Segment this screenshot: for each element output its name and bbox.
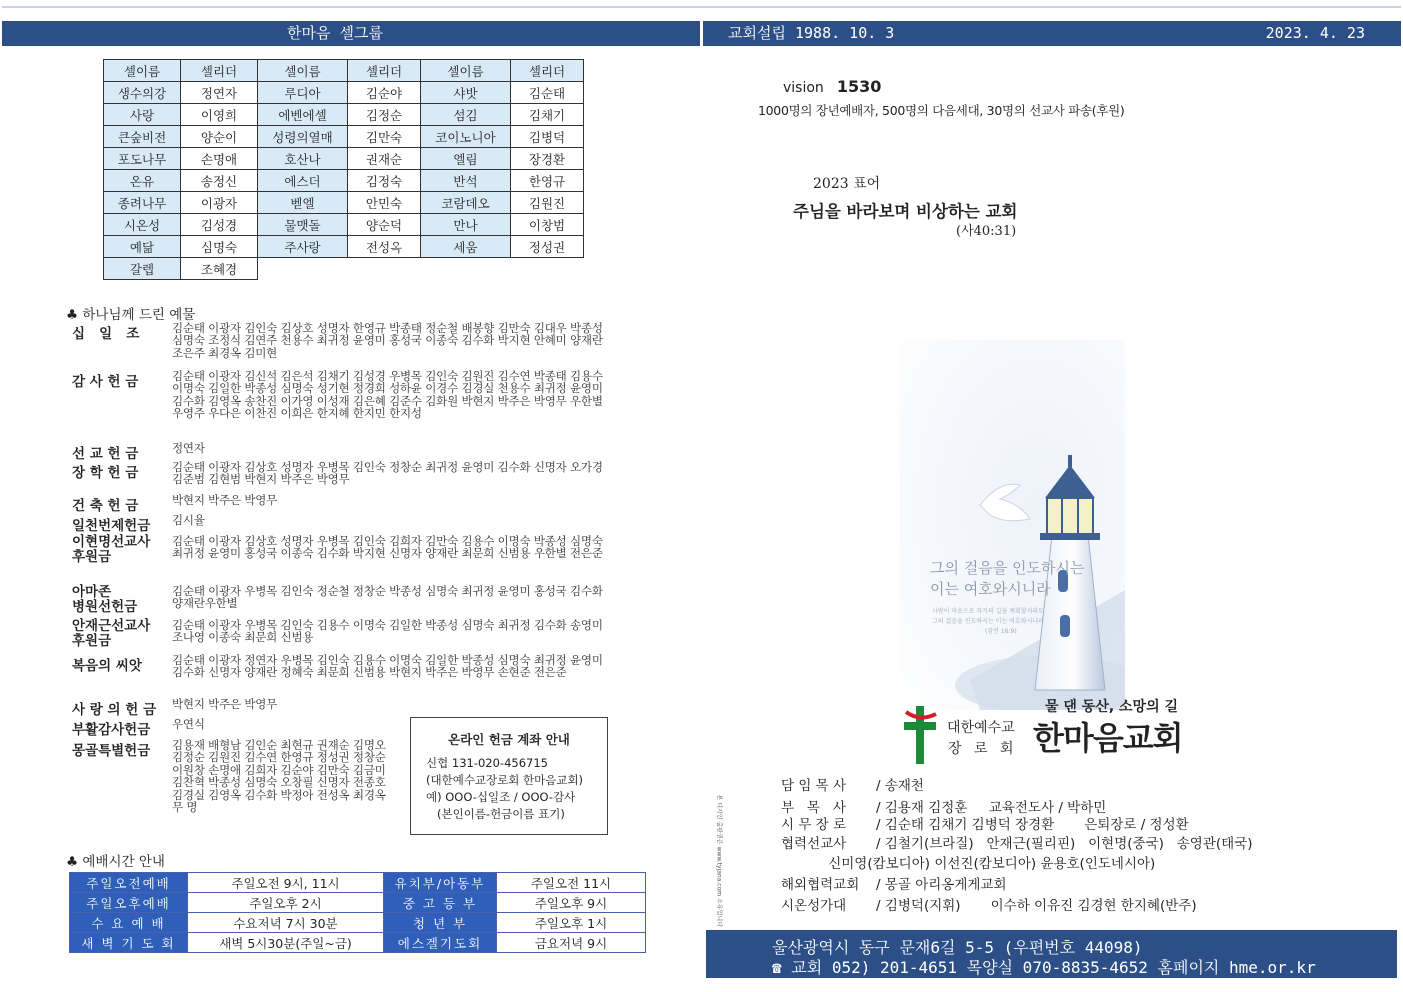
cell-name: 큰숲비전	[104, 126, 181, 148]
offering-label: 감 사 헌 금	[72, 374, 139, 390]
cell-name: 세움	[421, 236, 511, 258]
cell-name: 성령의열매	[258, 126, 348, 148]
cell-leader: 김병덕	[511, 126, 584, 148]
church-address: 울산광역시 동구 문재6길 5-5 (우편번호 44098)	[772, 938, 1143, 957]
offering-names: 박현지 박주은 박영무	[172, 493, 278, 507]
cell-leader: 정연자	[181, 82, 258, 104]
staff-value: / 김병덕(지휘) 이수하 이유진 김경현 한지혜(반주)	[876, 898, 1197, 914]
copyright-vertical-text: 본 디자인 출판권은 www.tyjana.com 소유입니다	[715, 794, 723, 928]
table-row	[104, 258, 584, 280]
cell-group-table	[103, 59, 584, 280]
cell-leader: 이영희	[181, 104, 258, 126]
lighthouse-icon	[900, 340, 1125, 710]
cell-leader: 양순이	[181, 126, 258, 148]
table-row	[70, 893, 646, 913]
offering-names: 김순태 이광자 우병목 김인숙 김용수 이명숙 김일한 박종성 심명숙 최귀정 김수화 송영미 조나영 이종숙 최문희 신범용	[172, 618, 603, 645]
table-row	[104, 126, 584, 148]
col-header: 셀리더	[348, 60, 421, 82]
cell-name: 호산나	[258, 148, 348, 170]
cell-leader: 조혜경	[181, 258, 258, 280]
offering-label: 이현명선교사 후원금	[72, 534, 151, 565]
staff-value: / 송재천	[876, 778, 924, 794]
offering-label: 부활감사헌금	[72, 722, 151, 738]
offering-names: 우연식	[172, 717, 205, 731]
account-example: 예) OOO-십일조 / OOO-감사	[426, 790, 576, 804]
top-rule	[2, 6, 1401, 8]
cell-name: 엘림	[421, 148, 511, 170]
denomination-line1: 대한예수교	[947, 720, 1015, 736]
cell-name: 코이노니아	[421, 126, 511, 148]
church-contact: 교회 052) 201-4651 목양실 070-8835-4652 홈페이지 hme.or.kr	[791, 958, 1316, 977]
staff-row	[781, 894, 1197, 914]
offering-names: 김순태 이광자 김신석 김은석 김채기 김성경 우병목 김인숙 김원진 김수연 박종태 김용수 이명숙 김일한 박종성 심명숙 성기현 정경희 성하윤 이경수 김경실 천용수 최귀정 윤영미 김수화 김영옥 송찬진 이가영 이성재 김은혜 김준수 김화원 박현지 박주은 박영무 우한별 우영주 우다은 이찬진 이희은 한지혜 한지민 한지성	[172, 369, 603, 421]
staff-value: / 몽골 아리옹게게교회	[876, 877, 1007, 893]
account-number: 신협 131-020-456715	[426, 756, 548, 770]
online-offering-account-box	[410, 717, 608, 835]
service-name: 주일오전예배	[70, 873, 188, 893]
cell-leader: 송정신	[181, 170, 258, 192]
account-holder: (대한예수교장로회 한마음교회)	[426, 773, 584, 787]
staff-row	[781, 774, 924, 794]
staff-value: 신미영(캄보디아) 이선진(캄보디아) 윤용호(인도네시아)	[781, 856, 1156, 872]
cell-name: 반석	[421, 170, 511, 192]
cell-name: 온유	[104, 170, 181, 192]
offering-names: 박현지 박주은 박영무	[172, 697, 278, 711]
table-row	[70, 933, 646, 953]
cell-name: 섬김	[421, 104, 511, 126]
motto-year: 2023 표어	[813, 176, 881, 192]
cell-leader: 한영규	[511, 170, 584, 192]
service-name: 중 고 등 부	[384, 893, 497, 913]
staff-label: 협력선교사	[781, 836, 847, 852]
col-header: 셀리더	[511, 60, 584, 82]
staff-row	[781, 873, 1007, 893]
table-row	[104, 236, 584, 258]
cell-leader: 이광자	[181, 192, 258, 214]
offering-label: 십 일 조	[72, 326, 140, 342]
staff-label: 해외협력교회	[781, 877, 860, 893]
cell-name: 만나	[421, 214, 511, 236]
account-title: 온라인 헌금 계좌 안내	[448, 732, 570, 747]
cell-name: 갈렙	[104, 258, 181, 280]
vision-description: 1000명의 장년예배자, 500명의 다음세대, 30명의 선교사 파송(후원)	[758, 103, 1125, 118]
cell-leader: 김순태	[511, 82, 584, 104]
offering-label: 복음의 씨앗	[72, 658, 142, 674]
staff-label: 부 목 사	[781, 800, 846, 816]
col-header: 셀이름	[258, 60, 348, 82]
bulletin-date: 2023. 4. 23	[1265, 24, 1365, 42]
cell-name: 주사랑	[258, 236, 348, 258]
table-row	[104, 104, 584, 126]
staff-value: / 김철기(브라질) 안재근(필리핀) 이현명(중국) 송영관(태국)	[876, 836, 1253, 852]
art-verse-line1: 그의 걸음을 인도하시는	[930, 559, 1085, 577]
footer-bar	[706, 930, 1397, 978]
lighthouse-artwork	[900, 340, 1125, 710]
cell-leader: 장경환	[511, 148, 584, 170]
schedule-title: ♣ 예배시간 안내	[66, 854, 165, 870]
vision-word: vision	[783, 80, 824, 96]
staff-value: / 김용재 김정훈 교육전도사 / 박하민	[876, 800, 1107, 816]
service-time: 수요저녁 7시 30분	[188, 913, 384, 933]
art-small-line1: 사람이 마음으로 자기의 길을 계획할지라도	[932, 608, 1044, 615]
offering-label: 장 학 헌 금	[72, 465, 139, 481]
staff-label: 시온성가대	[781, 898, 847, 914]
cell-name: 시온성	[104, 214, 181, 236]
cell-name: 예닮	[104, 236, 181, 258]
service-name: 새 벽 기 도 회	[70, 933, 188, 953]
table-row	[104, 82, 584, 104]
vision-number: 1530	[836, 77, 882, 96]
cell-leader: 김성경	[181, 214, 258, 236]
motto-reference: (사40:31)	[956, 224, 1017, 239]
staff-label: 담 임 목 사	[781, 778, 847, 794]
service-time: 금요저녁 9시	[497, 933, 646, 953]
service-name: 주일오후예배	[70, 893, 188, 913]
cell-leader: 정성권	[511, 236, 584, 258]
account-note: (본인이름-헌금이름 표기)	[437, 807, 565, 821]
offerings-title: ♣ 하나님께 드린 예물	[66, 307, 196, 323]
staff-label: 시 무 장 로	[781, 817, 847, 833]
cell-leader: 전성옥	[348, 236, 421, 258]
cell-leader: 심명숙	[181, 236, 258, 258]
col-header: 셀이름	[421, 60, 511, 82]
cell-leader: 안민숙	[348, 192, 421, 214]
offering-names: 김시율	[172, 513, 205, 527]
staff-value: / 김순태 김채기 김병덕 장경환 은퇴장로 / 정성환	[876, 817, 1189, 833]
right-header-bar	[703, 21, 1401, 46]
cell-name: 포도나무	[104, 148, 181, 170]
table-row	[70, 873, 646, 893]
service-time: 주일오후 1시	[497, 913, 646, 933]
cell-leader: 김만숙	[348, 126, 421, 148]
offering-names: 김용재 배형남 김인순 최현규 권재순 김명오 김정순 김원진 김수연 한영규 정성권 정창순 이원창 손명애 김희자 김순야 김만숙 김금미 김찬혁 박종성 심명숙 오창필 신명자 전종호 김경실 김영옥 김수화 박정아 전성옥 최경옥 무 명	[172, 738, 386, 815]
vision-line	[783, 77, 881, 96]
offering-label: 건 축 헌 금	[72, 498, 139, 514]
staff-row	[781, 852, 1155, 872]
table-row	[104, 170, 584, 192]
motto-text: 주님을 바라보며 비상하는 교회	[793, 202, 1018, 221]
founding-date: 교회설립 1988. 10. 3	[728, 24, 895, 42]
service-time: 주일오후 2시	[188, 893, 384, 913]
table-row	[104, 192, 584, 214]
offering-names: 김순태 이광자 김인숙 김상호 성명자 한영규 박종태 정순철 배봉향 김만숙 김대우 박종성 심명숙 조정식 김연주 천용수 최귀정 윤영미 홍성국 이종숙 김수화 박지현 안혜미 양재란 조은주 최경옥 김미현	[172, 321, 603, 360]
worship-schedule-table	[69, 872, 646, 953]
left-header-title: 한마음 셀그룹	[287, 24, 383, 42]
cell-name: 생수의강	[104, 82, 181, 104]
art-verse-line2: 이는 여호와시니라	[930, 580, 1051, 598]
service-time: 주일오전 11시	[497, 873, 646, 893]
offering-names: 김순태 이광자 김상호 성명자 우병목 김인숙 김희자 김만숙 김용수 이명숙 박종성 심명숙 최귀정 윤영미 홍성국 이종숙 김수화 박지현 신명자 양재란 최문희 신범용 우한별 전은준	[172, 534, 603, 561]
offering-names: 김순태 이광자 정연자 우병목 김인숙 김용수 이명숙 김일한 박종성 심명숙 최귀정 윤영미 김수화 신명자 양재란 정혜숙 최문희 신범용 박현지 박주은 박영무 손현준 전은준	[172, 653, 603, 680]
cell-name: 에벤에셀	[258, 104, 348, 126]
col-header: 셀리더	[181, 60, 258, 82]
empty-cell	[258, 258, 584, 280]
offering-label: 몽골특별헌금	[72, 743, 151, 759]
cell-name: 루디아	[258, 82, 348, 104]
cell-name: 샤밧	[421, 82, 511, 104]
church-cross-logo-icon	[902, 706, 938, 764]
cell-leader: 양순덕	[348, 214, 421, 236]
offering-names: 정연자	[172, 441, 205, 455]
staff-row	[781, 832, 1253, 852]
left-header-bar	[2, 21, 700, 46]
offering-names: 김순태 이광자 김상호 성명자 우병목 김인숙 정창순 최귀정 윤영미 김수화 신명자 오가경 김준범 김현범 박현지 박주은 박영무	[172, 460, 603, 487]
cell-leader: 손명애	[181, 148, 258, 170]
offering-label: 사 랑 의 헌 금	[72, 702, 157, 718]
cell-name: 벧엘	[258, 192, 348, 214]
offering-label: 아마존 병원선헌금	[72, 584, 138, 615]
cell-name: 물맷돌	[258, 214, 348, 236]
church-slogan: 물 댄 동산, 소망의 길	[1045, 699, 1179, 715]
service-name: 유치부/아동부	[384, 873, 497, 893]
table-row	[70, 913, 646, 933]
church-name: 한마음교회	[1033, 719, 1183, 757]
cell-leader: 김정숙	[348, 170, 421, 192]
cell-leader: 권재순	[348, 148, 421, 170]
cell-leader: 김순야	[348, 82, 421, 104]
cell-leader: 김채기	[511, 104, 584, 126]
art-small-line2: 그의 걸음을 인도하시는 이는 여호와시니라	[932, 618, 1044, 625]
offering-label: 선 교 헌 금	[72, 446, 139, 462]
offering-label: 일천번제헌금	[72, 518, 151, 534]
service-time: 주일오후 9시	[497, 893, 646, 913]
cell-leader: 김원진	[511, 192, 584, 214]
cell-name: 사랑	[104, 104, 181, 126]
service-time: 새벽 5시30분(주일~금)	[188, 933, 384, 953]
table-row	[104, 148, 584, 170]
service-name: 청 년 부	[384, 913, 497, 933]
cell-name: 코람데오	[421, 192, 511, 214]
table-header-row	[104, 60, 584, 82]
cell-leader: 김정순	[348, 104, 421, 126]
offering-names: 김순태 이광자 우병목 김인숙 정순철 정창순 박종성 심명숙 최귀정 윤영미 홍성국 김수화 양재란우한별	[172, 584, 603, 611]
denomination-line2: 장 로 회	[948, 741, 1018, 757]
table-row	[104, 214, 584, 236]
col-header: 셀이름	[104, 60, 181, 82]
offering-label: 안재근선교사 후원금	[72, 618, 151, 649]
staff-row	[781, 813, 1189, 833]
service-name: 에스겔기도회	[384, 933, 497, 953]
service-time: 주일오전 9시, 11시	[188, 873, 384, 893]
art-small-line3: (잠언 16:9)	[985, 628, 1017, 635]
cell-name: 에스더	[258, 170, 348, 192]
phone-icon: ☎	[772, 958, 782, 977]
service-name: 수 요 예 배	[70, 913, 188, 933]
cell-leader: 이창범	[511, 214, 584, 236]
church-contact-line	[772, 955, 1316, 978]
cell-name: 종려나무	[104, 192, 181, 214]
